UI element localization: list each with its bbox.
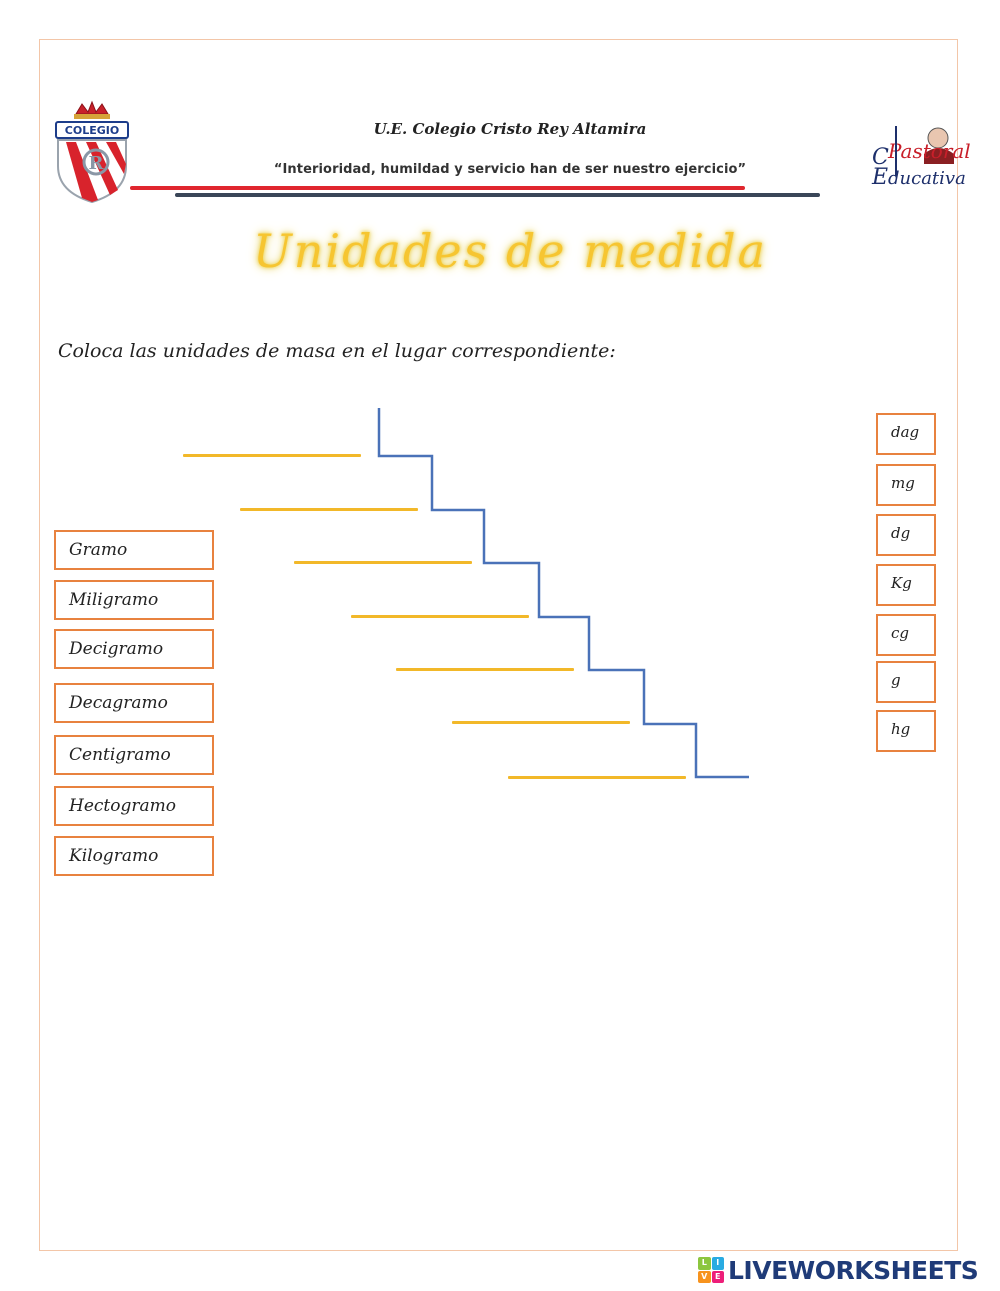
header-rule-navy <box>175 193 820 197</box>
answer-slot-4[interactable] <box>351 615 529 618</box>
unit-name-kilogramo[interactable]: Kilogramo <box>54 836 214 876</box>
unit-abbr-hg[interactable]: hg <box>876 710 936 752</box>
school-name: U.E. Colegio Cristo Rey Altamira <box>373 120 647 138</box>
unit-abbr-mg[interactable]: mg <box>876 464 936 506</box>
liveworksheets-brand[interactable] <box>698 1256 978 1284</box>
unit-name-gramo[interactable]: Gramo <box>54 530 214 570</box>
answer-slot-3[interactable] <box>294 561 472 564</box>
unit-name-centigramo[interactable]: Centigramo <box>54 735 214 775</box>
unit-abbr-dg[interactable]: dg <box>876 514 936 556</box>
worksheet-title: Unidades de medida <box>252 224 768 278</box>
unit-abbr-kg[interactable]: Kg <box>876 564 936 606</box>
unit-name-decagramo[interactable]: Decagramo <box>54 683 214 723</box>
school-crest-logo <box>52 100 132 204</box>
liveworksheets-wordmark: LIVEWORKSHEETS <box>728 1255 979 1285</box>
answer-slot-7[interactable] <box>508 776 686 779</box>
unit-name-hectogramo[interactable]: Hectogramo <box>54 786 214 826</box>
pastoral-educativa-logo <box>866 120 971 190</box>
unit-abbr-g[interactable]: g <box>876 661 936 703</box>
crest-banner-text: COLEGIO <box>64 124 120 137</box>
svg-text:Pastoral: Pastoral <box>888 139 971 163</box>
unit-name-decigramo[interactable]: Decigramo <box>54 629 214 669</box>
liveworksheets-logo-icon: L I V E <box>698 1257 724 1283</box>
header-rule-red <box>130 186 745 190</box>
svg-text:E: E <box>872 165 889 190</box>
school-motto: “Interioridad, humildad y servicio han de ser nuestro ejercicio” <box>273 162 747 177</box>
answer-slot-2[interactable] <box>240 508 418 511</box>
answer-slot-1[interactable] <box>183 454 361 457</box>
svg-text:C: C <box>872 145 889 170</box>
answer-slot-5[interactable] <box>396 668 574 671</box>
unit-abbr-dag[interactable]: dag <box>876 413 936 455</box>
instruction-text: Coloca las unidades de masa en el lugar correspondiente: <box>58 340 616 362</box>
unit-abbr-cg[interactable]: cg <box>876 614 936 656</box>
answer-slot-6[interactable] <box>452 721 630 724</box>
svg-text:ducativa: ducativa <box>888 168 966 189</box>
svg-text:R: R <box>88 153 104 174</box>
unit-name-miligramo[interactable]: Miligramo <box>54 580 214 620</box>
